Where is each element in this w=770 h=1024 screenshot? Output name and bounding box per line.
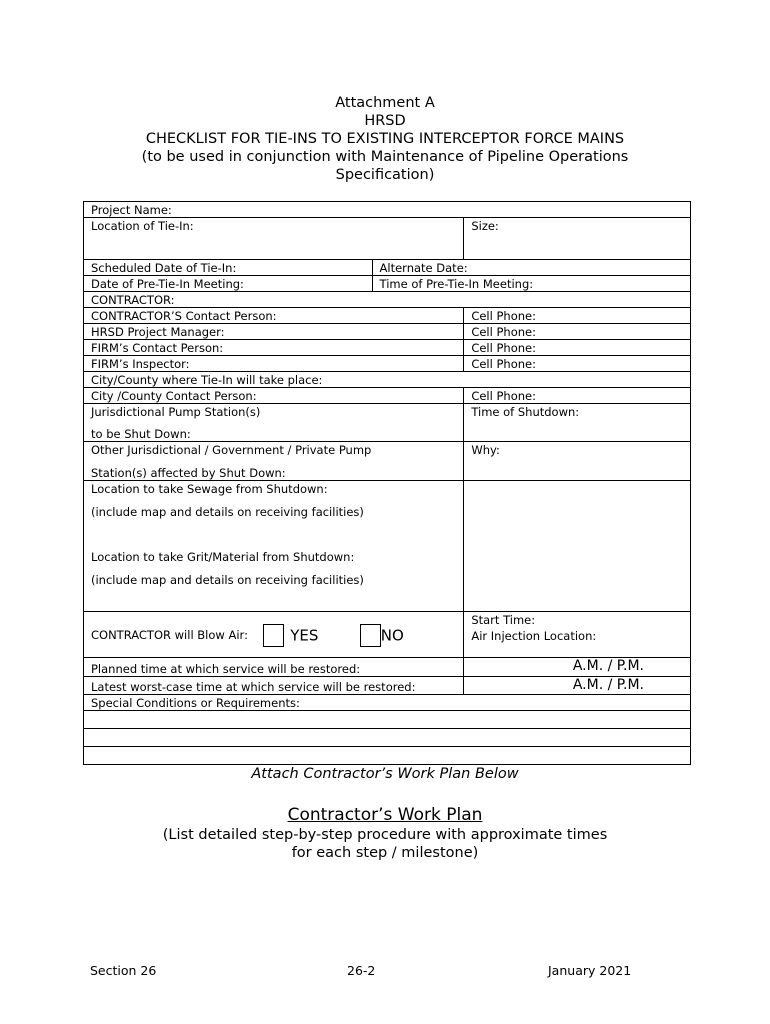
pump-station-label: to be Shut Down: — [91, 427, 191, 441]
table-row — [84, 388, 691, 404]
work-plan-title: Contractor’s Work Plan — [287, 805, 483, 825]
other-pump-label: Station(s) affected by Shut Down: — [91, 466, 286, 480]
no-label: NO — [380, 626, 404, 644]
cell-phone-field[interactable]: Cell Phone: — [464, 308, 691, 324]
other-pump-field[interactable] — [84, 442, 464, 481]
table-row — [84, 658, 691, 677]
cell-phone-field[interactable]: Cell Phone: — [464, 356, 691, 372]
city-county-field[interactable]: City/County where Tie-In will take place: — [84, 372, 691, 388]
table-row — [84, 356, 691, 372]
cell-phone-field[interactable]: Cell Phone: — [464, 324, 691, 340]
work-plan-subtitle-line: for each step / milestone) — [291, 845, 479, 861]
yes-checkbox[interactable] — [263, 624, 284, 647]
worst-case-time-field[interactable]: Latest worst-case time at which service will be restored: — [84, 677, 464, 695]
ampm-label: A.M. / P.M. — [464, 658, 691, 677]
time-of-shutdown-field[interactable]: Time of Shutdown: — [464, 404, 691, 442]
table-row — [84, 340, 691, 356]
table-row — [84, 695, 691, 711]
size-field[interactable]: Size: — [464, 218, 691, 260]
blank-line-field[interactable] — [84, 747, 691, 765]
table-row — [84, 260, 691, 276]
contractor-contact-field[interactable]: CONTRACTOR’S Contact Person: — [84, 308, 464, 324]
footer-page-number: 26-2 — [347, 963, 376, 978]
start-time-label: Start Time: — [471, 613, 536, 627]
include-map-label: (include map and details on receiving facilities) — [91, 505, 364, 519]
firm-contact-field[interactable]: FIRM’s Contact Person: — [84, 340, 464, 356]
yes-label: YES — [290, 626, 319, 644]
alternate-date-field[interactable]: Alternate Date: — [372, 260, 690, 276]
location-tie-in-field[interactable]: Location of Tie-In: — [84, 218, 464, 260]
table-row — [84, 218, 691, 260]
blank-line-field[interactable] — [84, 729, 691, 747]
table-row — [84, 308, 691, 324]
sewage-location-label: Location to take Sewage from Shutdown: — [91, 482, 328, 496]
pump-station-label: Jurisdictional Pump Station(s) — [91, 405, 261, 419]
cell-phone-field[interactable]: Cell Phone: — [464, 388, 691, 404]
pre-meeting-time-field[interactable]: Time of Pre-Tie-In Meeting: — [372, 276, 690, 292]
table-row — [84, 612, 691, 658]
contractor-field[interactable]: CONTRACTOR: — [84, 292, 691, 308]
attach-note: Attach Contractor’s Work Plan Below — [251, 766, 519, 782]
table-row — [84, 292, 691, 308]
table-row — [84, 324, 691, 340]
table-row — [84, 711, 691, 729]
blow-air-field — [84, 612, 464, 658]
header-line: CHECKLIST FOR TIE-INS TO EXISTING INTERCEPTOR FORCE MAINS — [145, 131, 625, 147]
why-field[interactable]: Why: — [464, 442, 691, 481]
footer-date: January 2021 — [548, 963, 632, 978]
table-row — [84, 372, 691, 388]
scheduled-date-field[interactable]: Scheduled Date of Tie-In: — [84, 260, 373, 276]
table-row — [84, 481, 691, 612]
table-row — [84, 276, 691, 292]
firm-inspector-field[interactable]: FIRM’s Inspector: — [84, 356, 464, 372]
no-checkbox[interactable] — [360, 624, 381, 647]
work-plan-subtitle — [85, 826, 685, 862]
grit-location-label: Location to take Grit/Material from Shutdown: — [91, 550, 355, 564]
header-line: Attachment A — [335, 95, 435, 111]
planned-time-field[interactable]: Planned time at which service will be restored: — [84, 658, 464, 677]
ampm-label: A.M. / P.M. — [464, 677, 691, 695]
hrsd-pm-field[interactable]: HRSD Project Manager: — [84, 324, 464, 340]
header-line: (to be used in conjunction with Maintenance of Pipeline Operations — [141, 149, 629, 165]
pre-meeting-date-field[interactable]: Date of Pre-Tie-In Meeting: — [84, 276, 373, 292]
blow-air-label: CONTRACTOR will Blow Air: — [91, 627, 248, 642]
table-row — [84, 404, 691, 442]
cell-phone-field[interactable]: Cell Phone: — [464, 340, 691, 356]
city-county-contact-field[interactable]: City /County Contact Person: — [84, 388, 464, 404]
air-injection-label: Air Injection Location: — [471, 629, 597, 643]
header-line: Specification) — [335, 167, 435, 183]
include-map-label: (include map and details on receiving facilities) — [91, 573, 364, 587]
table-row — [84, 677, 691, 695]
header-line: HRSD — [364, 113, 406, 129]
blank-line-field[interactable] — [84, 711, 691, 729]
air-injection-field[interactable] — [464, 612, 691, 658]
other-pump-label: Other Jurisdictional / Government / Private Pump — [91, 443, 372, 457]
sewage-grit-field[interactable] — [84, 481, 464, 612]
tie-in-checklist-form — [83, 201, 691, 765]
table-row — [84, 729, 691, 747]
pump-station-field[interactable] — [84, 404, 464, 442]
special-conditions-field[interactable]: Special Conditions or Requirements: — [84, 695, 691, 711]
table-row — [84, 202, 691, 218]
sewage-grit-notes-field[interactable] — [464, 481, 691, 612]
table-row — [84, 747, 691, 765]
table-row — [84, 442, 691, 481]
work-plan-subtitle-line: (List detailed step-by-step procedure with approximate times — [162, 827, 608, 843]
project-name-field[interactable]: Project Name: — [84, 202, 691, 218]
footer-section: Section 26 — [90, 963, 157, 978]
document-header — [85, 94, 685, 184]
